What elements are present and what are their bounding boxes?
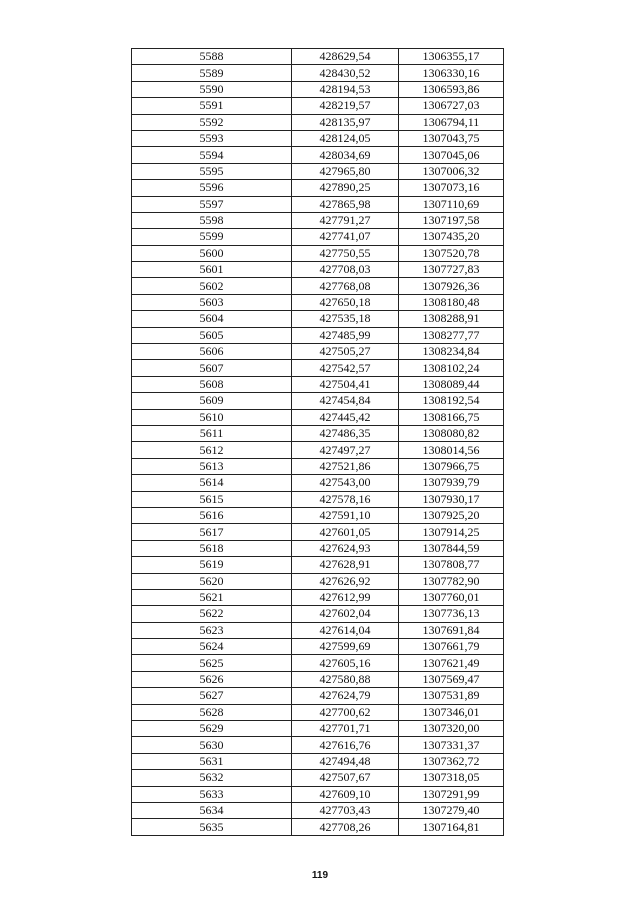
y-coordinate-cell: 1307736,13 [399,606,504,622]
y-coordinate-cell: 1307318,05 [399,770,504,786]
y-coordinate-cell: 1307569,47 [399,671,504,687]
point-number-cell: 5604 [132,311,292,327]
point-number-cell: 5634 [132,802,292,818]
table-row [132,688,504,704]
y-coordinate-cell: 1307045,06 [399,147,504,163]
x-coordinate-cell: 427605,16 [292,655,399,671]
y-coordinate-cell: 1307073,16 [399,180,504,196]
x-coordinate-cell: 427494,48 [292,753,399,769]
x-coordinate-cell: 427700,62 [292,704,399,720]
x-coordinate-cell: 427507,67 [292,770,399,786]
y-coordinate-cell: 1308166,75 [399,409,504,425]
y-coordinate-cell: 1306727,03 [399,98,504,114]
point-number-cell: 5623 [132,622,292,638]
table-row [132,425,504,441]
table-row [132,491,504,507]
table-row [132,770,504,786]
x-coordinate-cell: 427703,43 [292,802,399,818]
table-row [132,360,504,376]
table-row [132,114,504,130]
x-coordinate-cell: 427445,42 [292,409,399,425]
y-coordinate-cell: 1306593,86 [399,81,504,97]
table-row [132,294,504,310]
point-number-cell: 5592 [132,114,292,130]
table-row [132,442,504,458]
x-coordinate-cell: 427521,86 [292,458,399,474]
point-number-cell: 5619 [132,557,292,573]
point-number-cell: 5631 [132,753,292,769]
table-row [132,245,504,261]
x-coordinate-cell: 428034,69 [292,147,399,163]
point-number-cell: 5598 [132,212,292,228]
point-number-cell: 5588 [132,49,292,65]
y-coordinate-cell: 1307939,79 [399,475,504,491]
point-number-cell: 5627 [132,688,292,704]
x-coordinate-cell: 427701,71 [292,721,399,737]
point-number-cell: 5633 [132,786,292,802]
x-coordinate-cell: 428194,53 [292,81,399,97]
y-coordinate-cell: 1306355,17 [399,49,504,65]
x-coordinate-cell: 427741,07 [292,229,399,245]
table-row [132,753,504,769]
point-number-cell: 5617 [132,524,292,540]
point-number-cell: 5618 [132,540,292,556]
x-coordinate-cell: 427542,57 [292,360,399,376]
point-number-cell: 5594 [132,147,292,163]
x-coordinate-cell: 427591,10 [292,507,399,523]
x-coordinate-cell: 427504,41 [292,376,399,392]
table-row [132,376,504,392]
table-row [132,819,504,835]
point-number-cell: 5612 [132,442,292,458]
table-row [132,344,504,360]
table-row [132,163,504,179]
y-coordinate-cell: 1308089,44 [399,376,504,392]
table-row [132,409,504,425]
x-coordinate-cell: 427768,08 [292,278,399,294]
page-number: 119 [311,870,329,881]
table-row [132,622,504,638]
table-row [132,557,504,573]
point-number-cell: 5591 [132,98,292,114]
coordinates-table-body [132,49,504,836]
x-coordinate-cell: 427791,27 [292,212,399,228]
y-coordinate-cell: 1307291,99 [399,786,504,802]
point-number-cell: 5597 [132,196,292,212]
table-row [132,327,504,343]
y-coordinate-cell: 1307782,90 [399,573,504,589]
y-coordinate-cell: 1308234,84 [399,344,504,360]
point-number-cell: 5626 [132,671,292,687]
y-coordinate-cell: 1306794,11 [399,114,504,130]
x-coordinate-cell: 427890,25 [292,180,399,196]
point-number-cell: 5624 [132,639,292,655]
table-row [132,262,504,278]
point-number-cell: 5629 [132,721,292,737]
y-coordinate-cell: 1307320,00 [399,721,504,737]
point-number-cell: 5616 [132,507,292,523]
x-coordinate-cell: 427614,04 [292,622,399,638]
y-coordinate-cell: 1307925,20 [399,507,504,523]
point-number-cell: 5608 [132,376,292,392]
x-coordinate-cell: 428629,54 [292,49,399,65]
x-coordinate-cell: 427602,04 [292,606,399,622]
y-coordinate-cell: 1307164,81 [399,819,504,835]
y-coordinate-cell: 1307661,79 [399,639,504,655]
x-coordinate-cell: 428135,97 [292,114,399,130]
table-row [132,606,504,622]
point-number-cell: 5609 [132,393,292,409]
x-coordinate-cell: 427535,18 [292,311,399,327]
table-row [132,278,504,294]
y-coordinate-cell: 1307914,25 [399,524,504,540]
y-coordinate-cell: 1307621,49 [399,655,504,671]
point-number-cell: 5590 [132,81,292,97]
table-row [132,130,504,146]
x-coordinate-cell: 428219,57 [292,98,399,114]
y-coordinate-cell: 1306330,16 [399,65,504,81]
point-number-cell: 5622 [132,606,292,622]
y-coordinate-cell: 1307346,01 [399,704,504,720]
y-coordinate-cell: 1307197,58 [399,212,504,228]
table-row [132,458,504,474]
point-number-cell: 5600 [132,245,292,261]
y-coordinate-cell: 1307966,75 [399,458,504,474]
point-number-cell: 5596 [132,180,292,196]
table-row [132,540,504,556]
table-row [132,212,504,228]
y-coordinate-cell: 1307926,36 [399,278,504,294]
x-coordinate-cell: 427616,76 [292,737,399,753]
coordinates-table [131,48,504,836]
table-row [132,229,504,245]
x-coordinate-cell: 427865,98 [292,196,399,212]
point-number-cell: 5610 [132,409,292,425]
x-coordinate-cell: 427626,92 [292,573,399,589]
table-row [132,671,504,687]
x-coordinate-cell: 427609,10 [292,786,399,802]
table-row [132,721,504,737]
y-coordinate-cell: 1307531,89 [399,688,504,704]
point-number-cell: 5621 [132,589,292,605]
table-row [132,65,504,81]
table-row [132,147,504,163]
x-coordinate-cell: 427454,84 [292,393,399,409]
y-coordinate-cell: 1308192,54 [399,393,504,409]
table-row [132,98,504,114]
table-row [132,180,504,196]
point-number-cell: 5632 [132,770,292,786]
y-coordinate-cell: 1308288,91 [399,311,504,327]
table-row [132,524,504,540]
point-number-cell: 5605 [132,327,292,343]
x-coordinate-cell: 427650,18 [292,294,399,310]
x-coordinate-cell: 427628,91 [292,557,399,573]
table-row [132,704,504,720]
y-coordinate-cell: 1308102,24 [399,360,504,376]
y-coordinate-cell: 1307727,83 [399,262,504,278]
point-number-cell: 5628 [132,704,292,720]
x-coordinate-cell: 427578,16 [292,491,399,507]
x-coordinate-cell: 427485,99 [292,327,399,343]
x-coordinate-cell: 427505,27 [292,344,399,360]
y-coordinate-cell: 1307930,17 [399,491,504,507]
y-coordinate-cell: 1307808,77 [399,557,504,573]
y-coordinate-cell: 1307006,32 [399,163,504,179]
point-number-cell: 5599 [132,229,292,245]
table-row [132,49,504,65]
x-coordinate-cell: 427601,05 [292,524,399,540]
table-row [132,655,504,671]
y-coordinate-cell: 1307279,40 [399,802,504,818]
point-number-cell: 5625 [132,655,292,671]
point-number-cell: 5630 [132,737,292,753]
y-coordinate-cell: 1307331,37 [399,737,504,753]
x-coordinate-cell: 427486,35 [292,425,399,441]
point-number-cell: 5589 [132,65,292,81]
y-coordinate-cell: 1307110,69 [399,196,504,212]
point-number-cell: 5595 [132,163,292,179]
y-coordinate-cell: 1308180,48 [399,294,504,310]
table-row [132,589,504,605]
y-coordinate-cell: 1307844,59 [399,540,504,556]
point-number-cell: 5635 [132,819,292,835]
y-coordinate-cell: 1308080,82 [399,425,504,441]
table-row [132,802,504,818]
x-coordinate-cell: 427599,69 [292,639,399,655]
point-number-cell: 5601 [132,262,292,278]
y-coordinate-cell: 1307760,01 [399,589,504,605]
y-coordinate-cell: 1307435,20 [399,229,504,245]
y-coordinate-cell: 1307691,84 [399,622,504,638]
point-number-cell: 5602 [132,278,292,294]
point-number-cell: 5593 [132,130,292,146]
x-coordinate-cell: 427965,80 [292,163,399,179]
x-coordinate-cell: 427580,88 [292,671,399,687]
table-row [132,81,504,97]
point-number-cell: 5606 [132,344,292,360]
y-coordinate-cell: 1308277,77 [399,327,504,343]
x-coordinate-cell: 428430,52 [292,65,399,81]
x-coordinate-cell: 427708,26 [292,819,399,835]
y-coordinate-cell: 1307362,72 [399,753,504,769]
point-number-cell: 5620 [132,573,292,589]
y-coordinate-cell: 1307043,75 [399,130,504,146]
x-coordinate-cell: 427624,79 [292,688,399,704]
x-coordinate-cell: 427497,27 [292,442,399,458]
point-number-cell: 5603 [132,294,292,310]
y-coordinate-cell: 1308014,56 [399,442,504,458]
table-row [132,639,504,655]
table-row [132,475,504,491]
point-number-cell: 5614 [132,475,292,491]
table-row [132,737,504,753]
table-row [132,196,504,212]
point-number-cell: 5611 [132,425,292,441]
y-coordinate-cell: 1307520,78 [399,245,504,261]
table-row [132,393,504,409]
point-number-cell: 5607 [132,360,292,376]
point-number-cell: 5613 [132,458,292,474]
x-coordinate-cell: 427708,03 [292,262,399,278]
table-row [132,507,504,523]
x-coordinate-cell: 427750,55 [292,245,399,261]
x-coordinate-cell: 427612,99 [292,589,399,605]
table-row [132,311,504,327]
table-row [132,786,504,802]
x-coordinate-cell: 427543,00 [292,475,399,491]
point-number-cell: 5615 [132,491,292,507]
x-coordinate-cell: 427624,93 [292,540,399,556]
x-coordinate-cell: 428124,05 [292,130,399,146]
table-row [132,573,504,589]
